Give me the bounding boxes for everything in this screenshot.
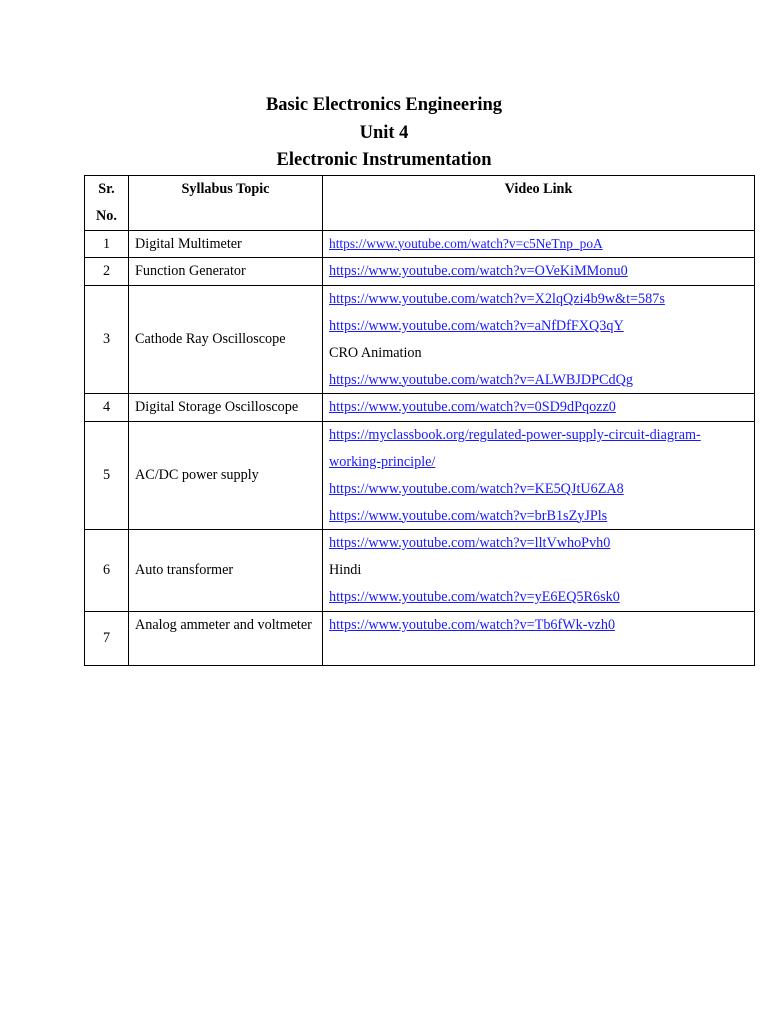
row-topic: Auto transformer — [129, 530, 323, 611]
video-link[interactable]: https://www.youtube.com/watch?v=X2lqQzi4b9w&t=587s — [329, 291, 665, 308]
topic-title: Electronic Instrumentation — [276, 150, 492, 170]
video-link[interactable]: https://www.youtube.com/watch?v=KE5QJtU6ZA8 — [329, 480, 624, 497]
row-number: 2 — [85, 258, 129, 286]
row-links — [323, 230, 755, 258]
row-links — [323, 530, 755, 611]
header-video-link: Video Link — [323, 176, 755, 231]
row-number: 5 — [85, 422, 129, 530]
table-row — [85, 611, 755, 666]
video-link[interactable]: https://www.youtube.com/watch?v=c5NeTnp_poA — [329, 235, 603, 251]
row-number: 7 — [85, 611, 129, 666]
row-links — [323, 611, 755, 666]
row-links — [323, 258, 755, 286]
video-link[interactable]: https://www.youtube.com/watch?v=ALWBJDPCdQg — [329, 371, 633, 388]
video-link[interactable]: https://www.youtube.com/watch?v=lltVwhoPvh0 — [329, 535, 611, 552]
row-topic: Analog ammeter and voltmeter — [129, 611, 323, 666]
video-link[interactable]: https://www.youtube.com/watch?v=Tb6fWk-vzh0 — [329, 616, 616, 633]
header-syllabus-topic: Syllabus Topic — [129, 176, 323, 231]
video-link[interactable]: https://www.youtube.com/watch?v=aNfDfFXQ3qY — [329, 317, 624, 334]
syllabus-table — [84, 175, 755, 666]
article-link[interactable]: https://myclassbook.org/regulated-power-supply-circuit-diagram-working-principle/ — [329, 427, 701, 470]
header-sr-no: Sr. No. — [85, 176, 129, 231]
link-caption: Hindi — [329, 562, 362, 579]
row-number: 6 — [85, 530, 129, 611]
unit-title: Unit 4 — [359, 122, 409, 143]
row-topic: Digital Storage Oscilloscope — [129, 394, 323, 422]
row-links — [323, 422, 755, 530]
course-title: Basic Electronics Engineering — [265, 95, 503, 115]
table-header-row — [85, 176, 755, 231]
row-number: 3 — [85, 286, 129, 394]
row-topic: Function Generator — [129, 258, 323, 286]
document-title — [0, 92, 768, 175]
row-links — [323, 286, 755, 394]
table-row — [85, 230, 755, 258]
row-links — [323, 394, 755, 422]
video-link[interactable]: https://www.youtube.com/watch?v=0SD9dPqozz0 — [329, 399, 616, 416]
row-number: 4 — [85, 394, 129, 422]
row-topic: AC/DC power supply — [129, 422, 323, 530]
row-topic: Digital Multimeter — [129, 230, 323, 258]
table-row — [85, 286, 755, 394]
row-number: 1 — [85, 230, 129, 258]
row-topic: Cathode Ray Oscilloscope — [129, 286, 323, 394]
video-link[interactable]: https://www.youtube.com/watch?v=yE6EQ5R6sk0 — [329, 588, 620, 605]
video-link[interactable]: https://www.youtube.com/watch?v=brB1sZyJPls — [329, 507, 608, 524]
table-row — [85, 258, 755, 286]
table-row — [85, 530, 755, 611]
table-row — [85, 422, 755, 530]
video-link[interactable]: https://www.youtube.com/watch?v=OVeKiMMonu0 — [329, 263, 628, 280]
table-row — [85, 394, 755, 422]
link-caption: CRO Animation — [329, 344, 422, 361]
